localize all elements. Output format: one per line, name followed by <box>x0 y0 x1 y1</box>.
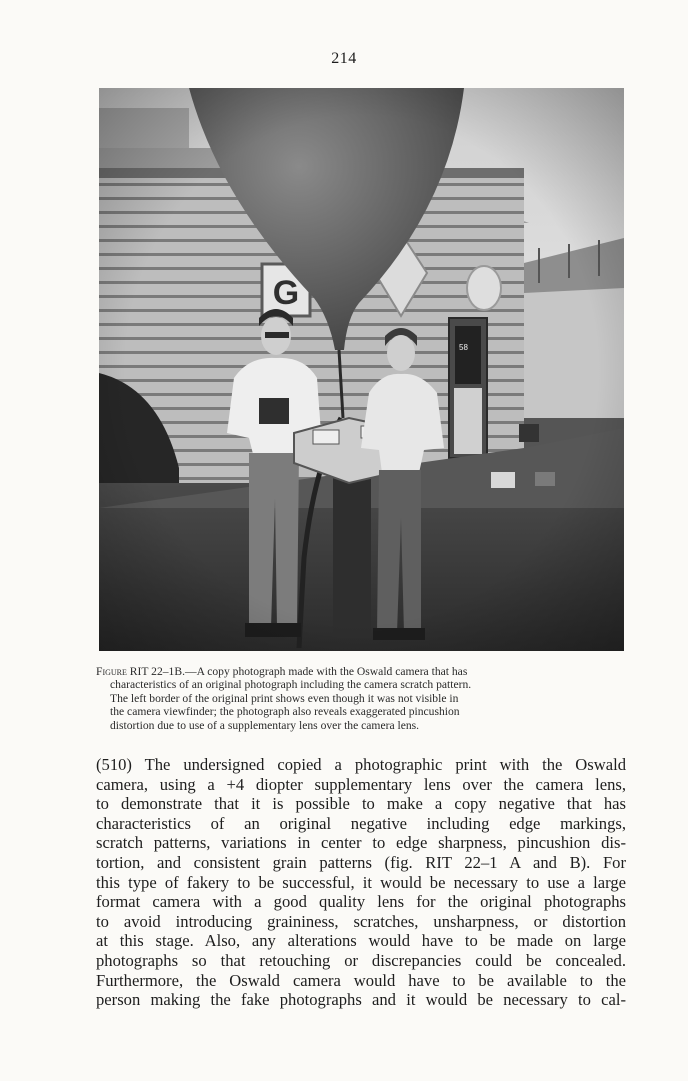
body-line: format camera with a good quality lens for the original photographs <box>96 892 626 912</box>
body-line: this type of fakery to be successful, it would be necessary to use a large <box>96 872 626 892</box>
body-line: characteristics of an original negative including edge markings, <box>96 813 626 833</box>
body-line: photographs so that retouching or discrepancies could be concealed. <box>96 950 626 970</box>
body-line: Furthermore, the Oswald camera would have to be available to the <box>96 970 626 990</box>
caption-line: characteristics of an original photograph including the camera scratch pattern. <box>110 678 472 692</box>
body-line: (510) The undersigned copied a photographic print with the Oswald <box>96 755 626 774</box>
body-line: scratch patterns, variations in center to edge sharpness, pincushion dis- <box>96 833 626 853</box>
body-line: to avoid introducing graininess, scratches, unsharpness, or distortion <box>96 911 626 931</box>
caption-line: distortion due to use of a supplementary lens over the camera lens. <box>110 718 420 732</box>
caption-line: the camera viewfinder; the photograph also reveals exaggerated pincushion <box>110 705 460 719</box>
body-line: at this stage. Also, any alterations would have to be made on large <box>96 931 626 951</box>
figure-caption <box>96 665 626 732</box>
body-line: person making the fake photographs and it would be necessary to cal- <box>96 990 626 1010</box>
body-line: to demonstrate that it is possible to make a copy negative that has <box>96 794 626 814</box>
photograph-scene <box>99 88 624 651</box>
caption-text: —A copy photograph made with the Oswald camera that has <box>184 665 468 678</box>
caption-line: The left border of the original print shows even though it was not visible in <box>110 691 459 705</box>
caption-label: Figure RIT 22–1B. <box>96 665 185 678</box>
body-line: tortion, and consistent grain patterns (fig. RIT 22–1 A and B). For <box>96 852 626 872</box>
page-number: 214 <box>331 50 357 67</box>
figure-photograph <box>99 88 624 651</box>
body-line: camera, using a +4 diopter supplementary lens over the camera lens, <box>96 774 626 794</box>
body-paragraph <box>96 755 626 1010</box>
caption-line <box>96 665 626 678</box>
